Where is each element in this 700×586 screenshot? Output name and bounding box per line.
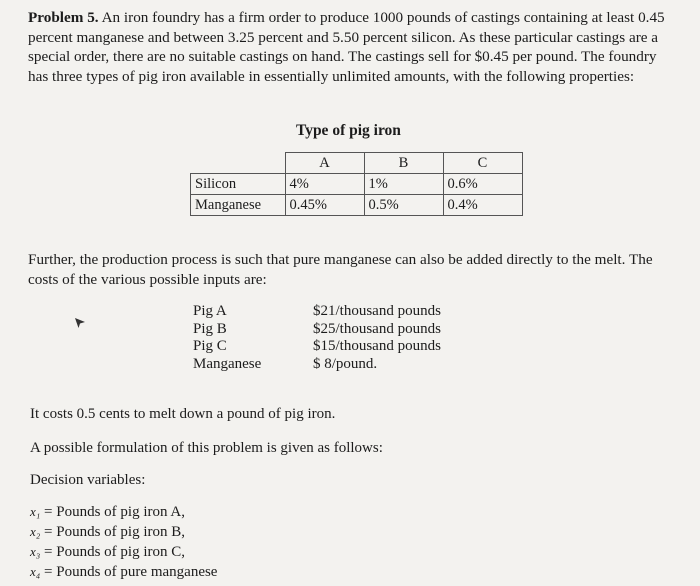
table-cell: 1% [364,174,443,195]
variable-row [30,542,217,562]
table-title: Type of pig iron [296,122,401,139]
column-header-b: B [364,153,443,174]
problem-intro-text: An iron foundry has a firm order to produce 1000 pounds of castings containing at least 0.45 percent manganese and between 3.25 percent and 5.50 percent silicon. As these particular castings are a special order, there are no suitable castings on hand. The castings sell for $0.45 per pound. The foundry has three types of pig iron available in essentially unlimited amounts, with the following properties: [28,9,665,85]
cost-item-name: Pig A [193,303,227,319]
problem-intro [28,8,680,86]
cost-row-manganese [193,356,441,374]
cost-row-pig-b [193,321,441,339]
problem-label: Problem 5. [28,9,99,26]
table-cell: 4% [285,174,364,195]
table-cell: 0.45% [285,195,364,216]
cost-item-value: $ 8/pound. [313,355,378,372]
decision-variables-heading: Decision variables: [30,472,146,488]
table-cell: 0.5% [364,195,443,216]
cost-list [193,303,441,373]
table-cell: 0.4% [443,195,522,216]
cost-item-name: Pig C [193,338,227,354]
variable-desc: = Pounds of pig iron B, [44,524,186,540]
table-header-row [191,153,523,174]
variable-row [30,502,217,522]
row-label: Manganese [191,195,286,216]
variable-symbol: x₂ [30,524,41,539]
table-row-silicon [191,174,523,195]
formulation-line: A possible formulation of this problem is given as follows: [30,440,383,456]
variable-symbol: x₄ [30,564,41,579]
cost-row-pig-a [193,303,441,321]
variable-desc: = Pounds of pig iron A, [44,504,186,520]
variable-row [30,562,217,582]
variable-list [30,502,217,582]
column-header-a: A [285,153,364,174]
variable-row [30,522,217,542]
table-row-manganese [191,195,523,216]
variable-desc: = Pounds of pure manganese [44,564,218,580]
cost-item-value: $21/thousand pounds [313,303,441,319]
pig-iron-properties-table [190,152,523,216]
variable-desc: = Pounds of pig iron C, [44,544,186,560]
cost-item-name: Pig B [193,320,227,337]
mouse-cursor-icon [74,317,86,329]
cost-item-name: Manganese [193,355,262,372]
variable-symbol: x₁ [30,504,41,519]
melt-cost-line: It costs 0.5 cents to melt down a pound of pig iron. [30,406,336,422]
further-paragraph: Further, the production process is such that pure manganese can also be added directly to the melt. The costs of the various possible inputs are: [28,251,653,288]
column-header-c: C [443,153,522,174]
cost-item-value: $25/thousand pounds [313,320,441,337]
row-label: Silicon [191,174,286,195]
table-cell: 0.6% [443,174,522,195]
cost-item-value: $15/thousand pounds [313,338,441,354]
variable-symbol: x₃ [30,544,41,559]
cost-row-pig-c [193,338,441,356]
table-corner [191,153,286,174]
